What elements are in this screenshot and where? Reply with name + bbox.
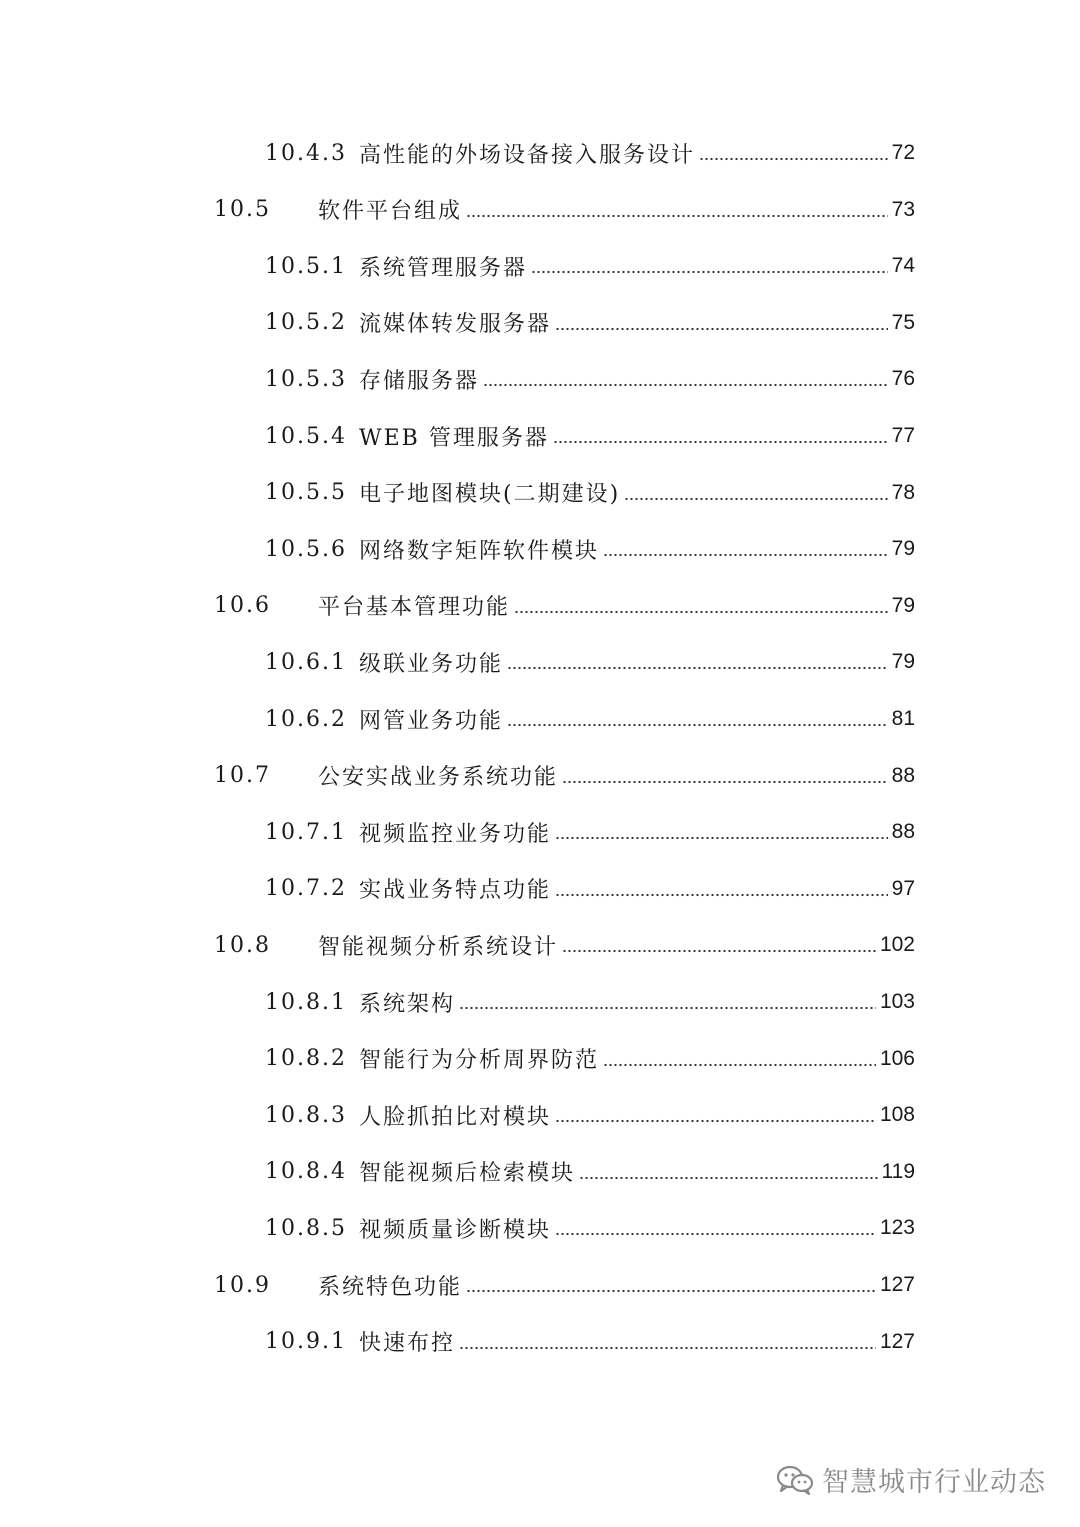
toc-entry-number: 10.8.3 [265, 1102, 347, 1128]
toc-entry[interactable] [265, 1150, 915, 1194]
toc-entry-title: 存储服务器 [358, 368, 479, 394]
toc-dot-leader [603, 552, 888, 558]
toc-entry[interactable] [265, 1320, 915, 1364]
toc-entry[interactable] [265, 1037, 915, 1081]
toc-entry-page-number: 108 [879, 1103, 915, 1127]
toc-entry-title: 视频监控业务功能 [358, 821, 551, 847]
watermark [776, 1460, 1046, 1499]
toc-entry-number: 10.8.4 [265, 1159, 347, 1185]
toc-entry-page-number: 77 [891, 424, 915, 447]
toc-entry[interactable] [214, 754, 915, 798]
toc-entry-number: 10.8.1 [265, 989, 347, 1015]
toc-entry-number: 10.6.2 [265, 706, 347, 732]
toc-dot-leader [553, 439, 888, 445]
toc-entry-number: 10.8.2 [265, 1046, 347, 1072]
toc-dot-leader [459, 1005, 876, 1011]
toc-entry-number: 10.9.1 [265, 1329, 347, 1355]
toc-entry-title: 系统管理服务器 [358, 255, 527, 281]
toc-entry-page-number: 79 [891, 593, 915, 617]
toc-entry[interactable] [265, 1206, 915, 1250]
toc-dot-leader [555, 1231, 876, 1237]
toc-entry[interactable] [265, 357, 915, 401]
toc-entry-page-number: 103 [879, 990, 915, 1013]
toc-entry-title: 智能视频分析系统设计 [318, 934, 559, 960]
toc-entry-number: 10.8 [214, 932, 271, 958]
toc-dot-leader [507, 665, 888, 671]
toc-entry-number: 10.5.3 [265, 366, 347, 392]
toc-entry-title: 平台基本管理功能 [318, 595, 511, 621]
toc-entry-number: 10.5.1 [265, 253, 347, 279]
toc-entry-page-number: 79 [891, 650, 915, 674]
toc-entry[interactable] [214, 188, 915, 232]
toc-entry[interactable] [265, 131, 915, 175]
toc-entry-number: 10.7 [214, 763, 271, 789]
toc-entry[interactable] [265, 414, 915, 458]
toc-entry-title: 系统特色功能 [318, 1274, 463, 1300]
toc-dot-leader [466, 1288, 876, 1294]
toc-entry-title: 智能行为分析周界防范 [358, 1048, 599, 1074]
toc-entry[interactable] [214, 923, 915, 967]
toc-entry-title: 软件平台组成 [318, 199, 463, 225]
toc-dot-leader [531, 269, 888, 275]
toc-entry[interactable] [265, 980, 915, 1024]
toc-entry-page-number: 79 [891, 537, 915, 561]
toc-dot-leader [514, 609, 888, 615]
toc-entry-title: 网管业务功能 [358, 708, 503, 734]
toc-entry-title: 智能视频后检索模块 [358, 1161, 575, 1187]
toc-entry[interactable] [265, 527, 915, 571]
toc-entry-page-number: 78 [891, 480, 915, 504]
toc-entry-page-number: 88 [891, 763, 915, 787]
watermark-text: 智慧城市行业动态 [822, 1467, 1046, 1498]
toc-entry-number: 10.6.1 [265, 649, 347, 675]
toc-entry-title: 高性能的外场设备接入服务设计 [358, 142, 695, 168]
toc-entry-number: 10.5.5 [265, 480, 347, 506]
toc-entry-number: 10.7.1 [265, 819, 347, 845]
toc-entry-page-number: 97 [891, 876, 915, 900]
toc-dot-leader [466, 213, 888, 219]
toc-dot-leader [624, 496, 887, 502]
toc-entry-page-number: 81 [891, 707, 915, 730]
toc-entry-page-number: 73 [891, 197, 915, 221]
toc-entry-title: 人脸抓拍比对模块 [358, 1104, 551, 1130]
toc-dot-leader [459, 1345, 876, 1351]
toc-entry[interactable] [265, 471, 915, 515]
toc-entry[interactable] [265, 867, 915, 911]
toc-entry[interactable] [265, 244, 915, 288]
toc-entry-page-number: 76 [891, 367, 915, 391]
toc-entry-title: 实战业务特点功能 [358, 878, 551, 904]
toc-dot-leader [562, 948, 876, 954]
toc-entry-page-number: 102 [879, 933, 915, 957]
toc-dot-leader [555, 1118, 876, 1124]
toc-entry-title: WEB 管理服务器 [358, 425, 549, 451]
toc-entry-page-number: 127 [879, 1273, 915, 1296]
toc-entry-title: 快速布控 [358, 1331, 455, 1357]
toc-entry[interactable] [214, 584, 915, 628]
toc-entry-number: 10.5.4 [265, 423, 347, 449]
toc-entry[interactable] [214, 1263, 915, 1307]
toc-entry-title: 流媒体转发服务器 [358, 312, 551, 338]
toc-entry-number: 10.5.6 [265, 536, 347, 562]
toc-dot-leader [562, 779, 888, 785]
toc-entry[interactable] [265, 810, 915, 854]
toc-entry-number: 10.6 [214, 593, 271, 619]
wechat-icon [776, 1465, 814, 1495]
toc-entry-page-number: 88 [891, 820, 915, 844]
toc-dot-leader [555, 835, 888, 841]
toc-entry-title: 电子地图模块(二期建设) [358, 482, 621, 508]
toc-entry-number: 10.7.2 [265, 876, 347, 902]
toc-entry[interactable] [265, 301, 915, 345]
toc-dot-leader [555, 892, 888, 898]
toc-entry-title: 级联业务功能 [358, 651, 503, 677]
toc-dot-leader [603, 1062, 876, 1068]
toc-entry-number: 10.9 [214, 1272, 271, 1298]
toc-dot-leader [699, 156, 888, 162]
toc-entry-page-number: 75 [891, 310, 915, 334]
toc-entry-page-number: 127 [879, 1329, 915, 1353]
toc-entry[interactable] [265, 640, 915, 684]
toc-dot-leader [555, 326, 888, 332]
toc-dot-leader [507, 722, 888, 728]
toc-entry-title: 视频质量诊断模块 [358, 1217, 551, 1243]
toc-entry[interactable] [265, 1093, 915, 1137]
toc-entry-page-number: 119 [881, 1159, 915, 1183]
toc-entry-title: 网络数字矩阵软件模块 [358, 538, 599, 564]
toc-entry-number: 10.5 [214, 197, 271, 223]
toc-entry-number: 10.4.3 [265, 140, 347, 166]
toc-entry[interactable] [265, 697, 915, 741]
toc-entry-title: 公安实战业务系统功能 [318, 765, 559, 791]
toc-entry-page-number: 74 [891, 254, 915, 278]
toc-entry-title: 系统架构 [358, 991, 455, 1017]
toc-entry-page-number: 106 [879, 1046, 915, 1070]
toc-entry-page-number: 123 [879, 1216, 915, 1240]
toc-entry-number: 10.5.2 [265, 310, 347, 336]
toc-dot-leader [483, 382, 888, 388]
toc-entry-page-number: 72 [891, 141, 915, 164]
toc-entry-number: 10.8.5 [265, 1215, 347, 1241]
toc-dot-leader [579, 1175, 878, 1181]
